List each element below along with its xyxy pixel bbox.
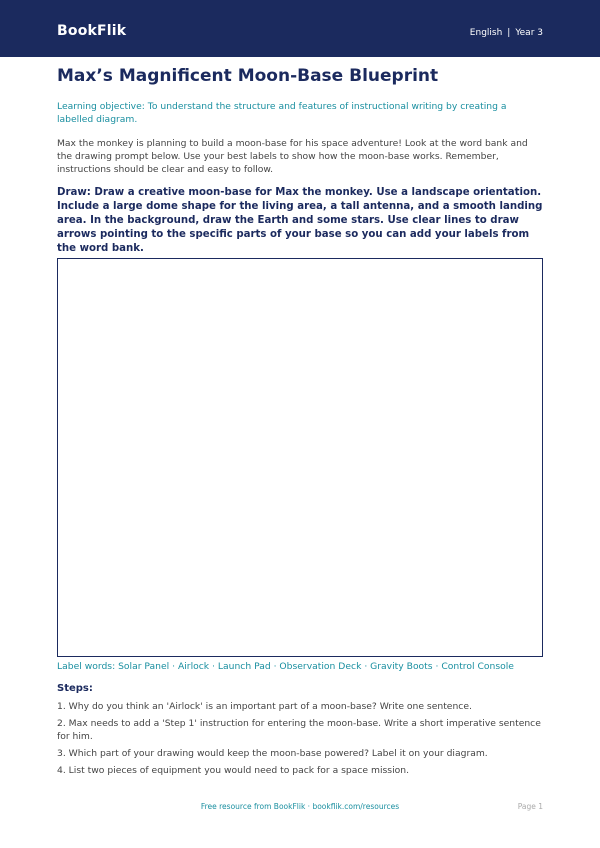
steps-heading: Steps: xyxy=(57,683,93,694)
step-item: 4. List two pieces of equipment you would need to pack for a space mission. xyxy=(57,765,410,776)
step-item: 3. Which part of your drawing would keep the moon-base powered? Label it on your diagram. xyxy=(57,748,488,759)
steps-list xyxy=(57,700,543,781)
page-title: Max’s Magnificent Moon-Base Blueprint xyxy=(57,66,439,86)
step-item: 1. Why do you think an 'Airlock' is an important part of a moon-base? Write one sentence. xyxy=(57,701,472,712)
subject-label: English xyxy=(469,28,503,38)
label-word-bank: Label words: Solar Panel · Airlock · Launch Pad · Observation Deck · Gravity Boots · Control Console xyxy=(57,661,514,672)
draw-prompt: Draw: Draw a creative moon-base for Max the monkey. Use a landscape orientation. Include a large dome shape for the living area, a tall antenna, and a smooth landing area. In the background, draw the Earth and some stars. Use clear lines to draw arrows pointing to the specific parts of your base so you can add your labels from the word bank. xyxy=(57,187,543,254)
header-meta xyxy=(470,28,543,38)
page-number: Page 1 xyxy=(517,802,543,811)
drawing-area[interactable] xyxy=(57,258,543,657)
header-bar xyxy=(0,0,600,57)
intro-paragraph: Max the monkey is planning to build a moon-base for his space adventure! Look at the word bank and the drawing prompt below. Use your best labels to show how the moon-base works. Remember, instructions should be clear and easy to follow. xyxy=(57,138,528,175)
header-separator: | xyxy=(507,28,511,38)
brand-logo-text[interactable]: BookFlik xyxy=(57,23,127,39)
year-label: Year 3 xyxy=(515,28,543,38)
learning-objective: Learning objective: To understand the structure and features of instructional writing by creating a labelled diagram. xyxy=(57,101,507,125)
footer-link[interactable]: Free resource from BookFlik · bookflik.com/resources xyxy=(200,802,400,811)
step-item: 2. Max needs to add a 'Step 1' instruction for entering the moon-base. Write a short imperative sentence for him. xyxy=(57,718,541,742)
